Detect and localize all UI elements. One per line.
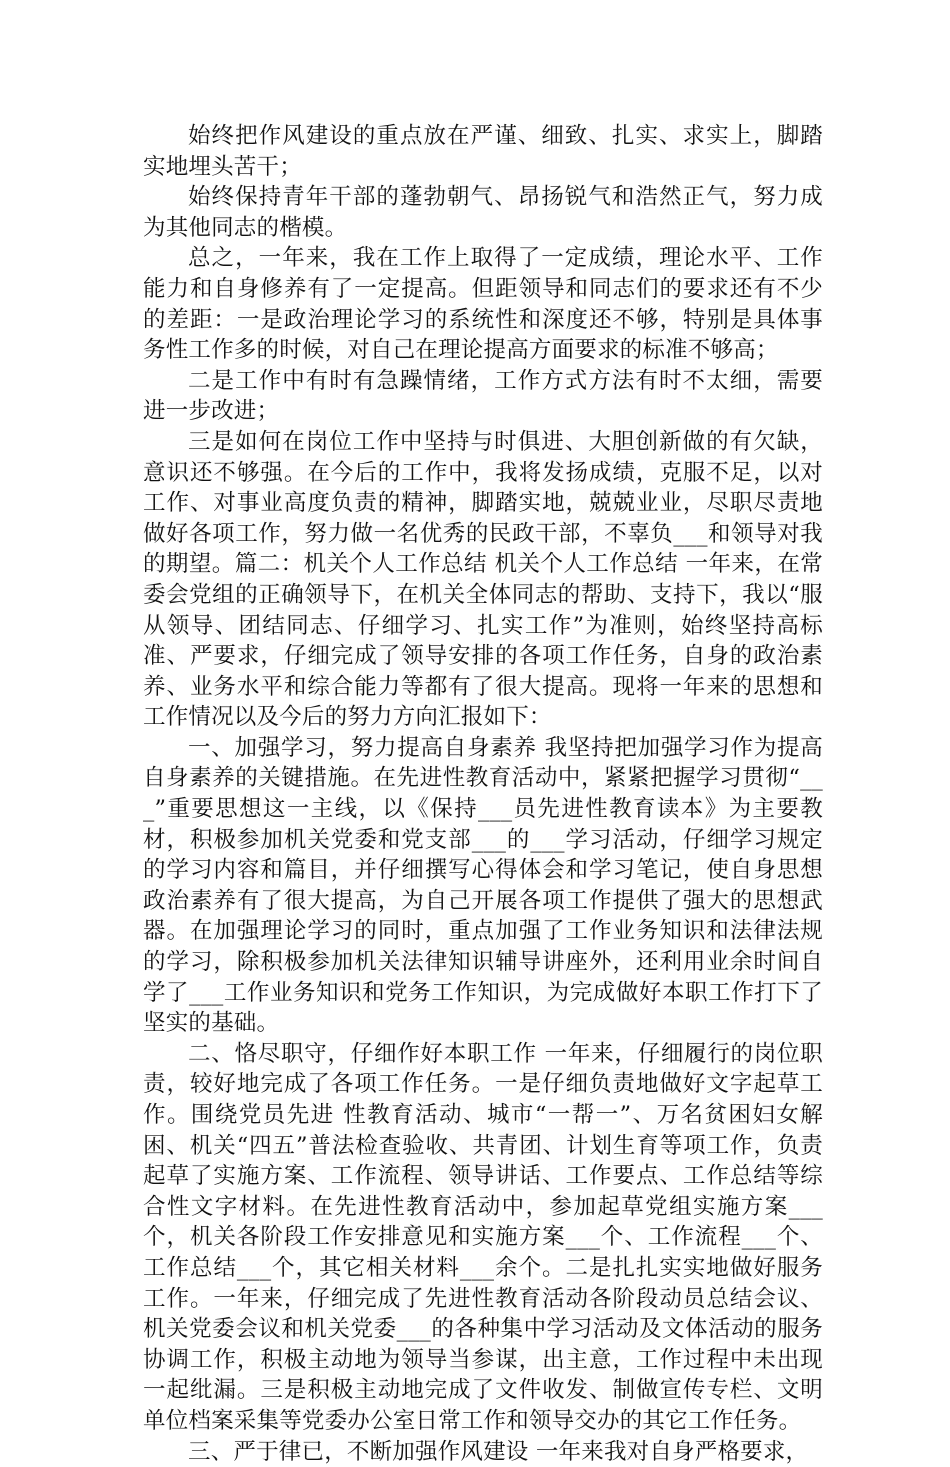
paragraph: 三是如何在岗位工作中坚持与时俱进、大胆创新做的有欠缺，意识还不够强。在今后的工作中，我将发扬成绩，克服不足，以对工作、对事业高度负责的精神，脚踏实地，兢兢业业，尽职尽责地做好各项工作，努力做一名优秀的民政干部，不辜负___和领导对我的期望。篇二：机关个人工作总结 机关个人工作总结 一年来，在常委会党组的正确领导下，在机关全体同志的帮助、支持下，我以“服从领导、团结同志、仔细学习、扎实工作”为准则，始终坚持高标准、严要求，仔细完成了领导安排的各项工作任务，自身的政治素养、业务水平和综合能力等都有了很大提高。现将一年来的思想和工作情况以及今后的努力方向汇报如下： [143,428,823,731]
paragraph: 始终把作风建设的重点放在严谨、细致、扎实、求实上，脚踏实地埋头苦干； [143,123,823,180]
paragraph: 一、加强学习，努力提高自身素养 我坚持把加强学习作为提高自身素养的关键措施。在先进性教育活动中，紧紧把握学习贯彻“___”重要思想这一主线，以《保持___员先进性教育读本》为主要教材，积极参加机关党委和党支部___的___学习活动，仔细学习规定的学习内容和篇目，并仔细撰写心得体会和学习笔记，使自身思想政治素养有了很大提高，为自己开展各项工作提供了强大的思想武器。在加强理论学习的同时，重点加强了工作业务知识和法律法规的学习，除积极参加机关法律知识辅导讲座外，还利用业余时间自学了___工作业务知识和党务工作知识，为完成做好本职工作打下了坚实的基础。 [143,734,823,1037]
paragraph: 二是工作中有时有急躁情绪，工作方式方法有时不太细，需要进一步改进； [143,367,823,425]
paragraph: 二、恪尽职守，仔细作好本职工作 一年来，仔细履行的岗位职责，较好地完成了各项工作任务。一是仔细负责地做好文字起草工作。围绕党员先进 性教育活动、城市“一帮一”、万名贫困妇女解困、机关“四五”普法检查验收、共青团、计划生育等项工作，负责起草了实施方案、工作流程、领导讲话、工作要点、工作总结等综合性文字材料。在先进性教育活动中，参加起草党组实施方案___个，机关各阶段工作安排意见和实施方案___个、工作流程___个、工作总结___个，其它相关材料___余个。二是扎扎实实地做好服务工作。一年来，仔细完成了先进性教育活动各阶段动员总结会议、机关党委会议和机关党委___的各种集中学习活动及文体活动的服务协调工作，积极主动地为领导当参谋，出主意，工作过程中未出现一起纰漏。三是积极主动地完成了文件收发、制做宣传专栏、文明单位档案采集等党委办公室日常工作和领导交办的其它工作任务。 [143,1040,823,1434]
paragraph: 始终保持青年干部的蓬勃朝气、昂扬锐气和浩然正气，努力成为其他同志的楷模。 [143,184,823,241]
document-body [143,121,823,1467]
paragraph: 三、严于律已，不断加强作风建设 一年来我对自身严格要求， [188,1438,809,1465]
paragraph: 总之，一年来，我在工作上取得了一定成绩，理论水平、工作能力和自身修养有了一定提高。但距领导和同志们的要求还有不少的差距：一是政治理论学习的系统性和深度还不够，特别是具体事务性工作多的时候，对自己在理论提高方面要求的标准不够高； [143,245,823,364]
